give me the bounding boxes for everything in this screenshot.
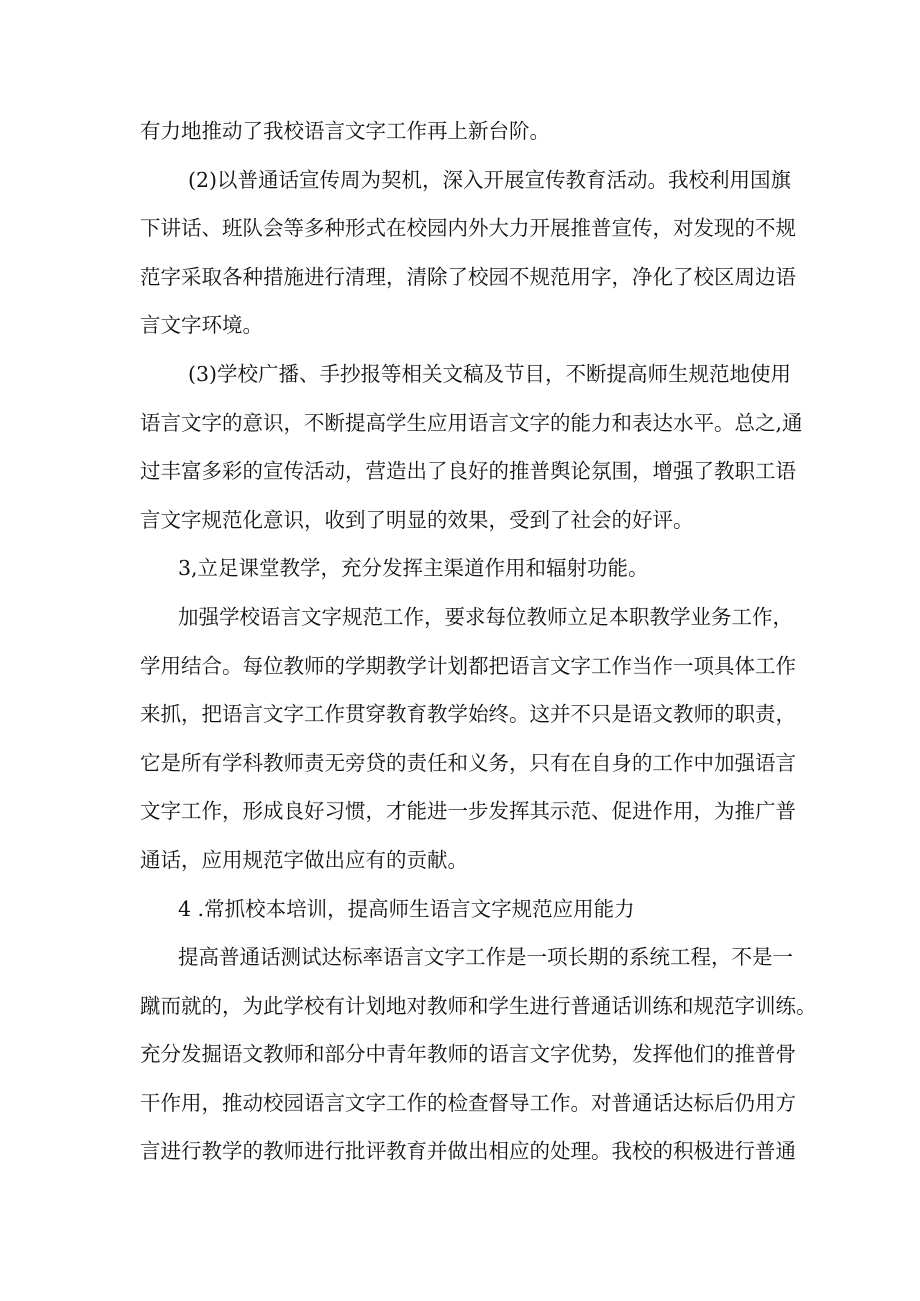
text-line: 下讲话、班队会等多种形式在校园内外大力开展推普宣传，对发现的不规 — [140, 216, 796, 241]
text-line: 文字工作，形成良好习惯，才能进一步发挥其示范、促进作用，为推广普 — [140, 799, 796, 824]
text-line: 言文字环境。 — [140, 313, 263, 338]
text-line: 蹴而就的，为此学校有计划地对教师和学生进行普通话训练和规范字训练。 — [140, 993, 817, 1018]
text-line: 语言文字的意识，不断提高学生应用语言文字的能力和表达水平。总之,通 — [140, 410, 803, 435]
text-line: (2)以普通话宣传周为契机，深入开展宣传教育活动。我校利用国旗 — [188, 167, 792, 192]
text-line: 学用结合。每位教师的学期教学计划都把语言文字工作当作一项具体工作 — [140, 653, 796, 678]
text-line: 它是所有学科教师责无旁贷的责任和义务，只有在自身的工作中加强语言 — [140, 750, 796, 775]
text-line: 过丰富多彩的宣传活动，营造出了良好的推普舆论氛围，增强了教职工语 — [140, 459, 796, 484]
document-page — [140, 112, 817, 1181]
text-line: 言进行教学的教师进行批评教育并做出相应的处理。我校的积极进行普通 — [140, 1139, 796, 1164]
text-line: 通话，应用规范字做出应有的贡献。 — [140, 847, 468, 872]
text-line: 来抓，把语言文字工作贯穿教育教学始终。这并不只是语文教师的职责， — [140, 702, 796, 727]
text-line: (3)学校广播、手抄报等相关文稿及节目，不断提高师生规范地使用 — [188, 361, 792, 386]
text-line: 提高普通话测试达标率语言文字工作是一项长期的系统工程，不是一 — [178, 945, 793, 970]
text-line: 充分发掘语文教师和部分中青年教师的语言文字优势，发挥他们的推普骨 — [140, 1042, 796, 1067]
section-heading: 4 .常抓校本培训，提高师生语言文字规范应用能力 — [178, 896, 635, 921]
section-heading: 3,立足课堂教学，充分发挥主渠道作用和辐射功能。 — [178, 556, 649, 581]
text-line: 言文字规范化意识，收到了明显的效果，受到了社会的好评。 — [140, 507, 694, 532]
text-line: 有力地推动了我校语言文字工作再上新台阶。 — [140, 119, 550, 143]
text-line: 加强学校语言文字规范工作，要求每位教师立足本职教学业务工作， — [178, 604, 793, 629]
text-line: 干作用，推动校园语言文字工作的检查督导工作。对普通话达标后仍用方 — [140, 1090, 796, 1115]
text-line: 范字采取各种措施进行清理，清除了校园不规范用字，净化了校区周边语 — [140, 264, 796, 289]
